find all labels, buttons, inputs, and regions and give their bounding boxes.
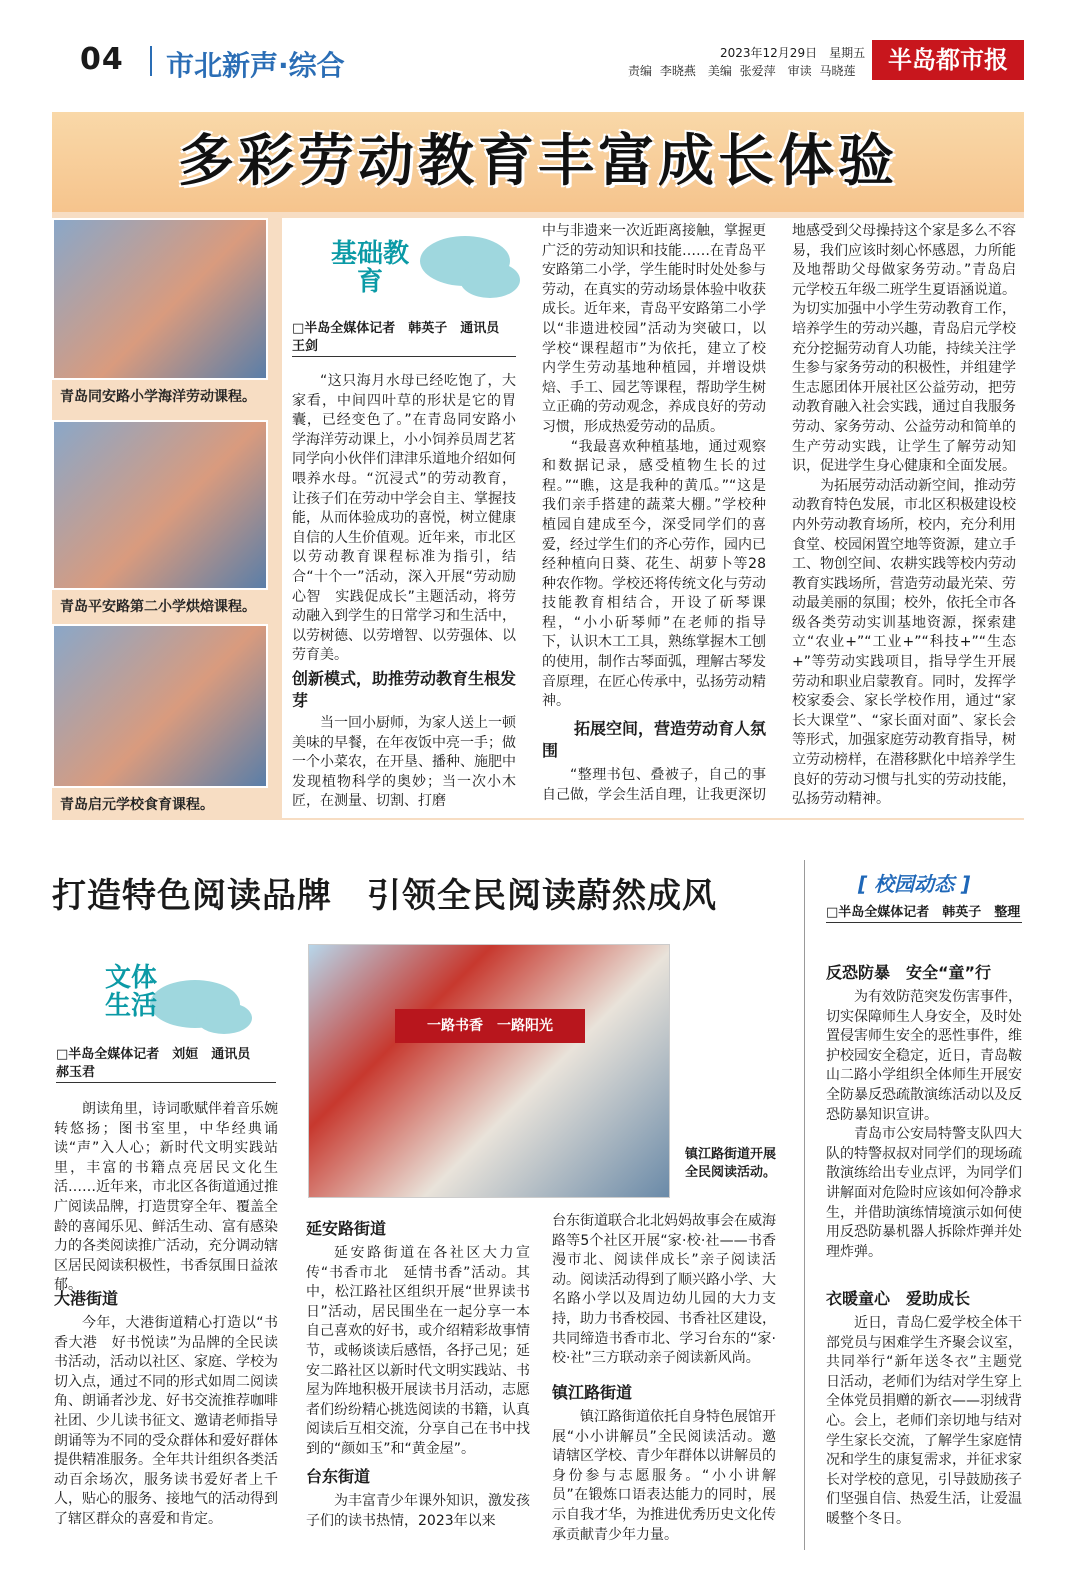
photo-food-education [52, 624, 268, 788]
subheading: 衣暖童心 爱助成长 [826, 1289, 971, 1308]
news-column-title: [ 校园动态 ] [858, 872, 971, 896]
byline: □半岛全媒体记者 韩英子 通讯员 王剑 [292, 320, 516, 357]
page-number: 04 [80, 42, 124, 77]
reading-event-photo [308, 944, 670, 1198]
article-paragraph: 朗读角里，诗词歌赋伴着音乐婉转悠扬；图书室里，中华经典诵读“声”入人心；新时代文明实践站里，丰富的书籍点亮居民文化生活……近年来，市北区各街道通过推广阅读品牌，打造贯穿全年、覆盖全龄的喜闻乐见、鲜活生动、富有感染力的各类阅读推广活动，充分调动辖区居民阅读积极性，书香氛围日益浓郁。 [54, 1101, 278, 1294]
article-paragraph: 镇江路街道依托自身特色展馆开展“小小讲解员”全民阅读活动。邀请辖区学校、青少年群体以讲解员的身份参与志愿服务。“小小讲解员”在锻炼口语表达能力的同时，展示自我才华，为推进优秀历史文化传承贡献青少年力量。 [552, 1409, 776, 1543]
subheading: 镇江路街道 [552, 1383, 633, 1402]
article-paragraph: 今年，大港街道精心打造以“书香大港 好书悦读”为品牌的全民读书活动，活动以社区、家庭、学校为切入点，通过不同的形式如周二阅读角、朗诵者沙龙、好书交流推荐咖啡社团、少儿读书征文、邀请老师指导朗诵等为不同的受众群体和爱好群体提供精准服务。全年共计组织各类活动百余场次，服务读书爱好者上千人，贴心的服务、接地气的活动得到了辖区群众的喜爱和肯定。 [54, 1315, 278, 1527]
subheading: 反恐防暴 安全“童”行 [826, 963, 992, 982]
feature-headline: 多彩劳动教育丰富成长体验 [52, 112, 1024, 212]
article-paragraph: 当一回小厨师，为家人送上一顿美味的早餐，在年夜饭中亮一手；做一个小菜农，在开垦、播种、施肥中发现植物科学的奥妙；当一次小木匠，在测量、切割、打磨 [292, 715, 516, 810]
article-paragraph: 为有效防范突发伤害事件，切实保障师生人身安全，及时处置侵害师生安全的恶性事件，维护校园安全稳定，近日，青岛鞍山二路小学组织全体师生开展安全防暴反恐疏散演练活动以及反恐防暴知识宣讲。 青岛市公安局特警支队四大队的特警叔叔对同学们的现场疏散演练给出专业点评，为同学们讲解面对危险时应该如何冷静求生，并借助演练情境演示如何使用反恐防暴机器人拆除炸弹并处理炸弹。 [826, 989, 1022, 1260]
reading-headline: 打造特色阅读品牌 引领全民阅读蔚然成风 [52, 876, 717, 916]
photo-caption: 青岛平安路第二小学烘焙课程。 [60, 599, 256, 615]
photo-caption: 镇江路街道开展全民阅读活动。 [684, 1147, 776, 1180]
article-paragraph: 地感受到父母操持这个家是多么不容易，我们应该时刻心怀感恩，力所能及地帮助父母做家务劳动。”青岛启元学校五年级二班学生夏语涵说道。为切实加强中小学生劳动教育工作，培养学生的劳动兴趣，青岛启元学校充分挖掘劳动育人功能，持续关注学生参与家务劳动的积极性，并组建学生志愿团体开展社区公益劳动，把劳动教育融入社会实践，通过自我服务劳动、家务劳动、公益劳动和简单的生产劳动实践，让学生了解劳动知识，促进学生身心健康和全面发展。 为拓展劳动活动新空间，推动劳动教育特色发展，市北区积极建设校内外劳动教育场所，校内，充分利用食堂、校园闲置空地等资源，建立手工、物创空间、农耕实践等校内劳动教育实践场所，营造劳动最光荣、劳动最美丽的氛围；校外，依托全市各级各类劳动实训基地资源，探索建立“农业+”“工业+”“科技+”“生态+”等劳动实践项目，指导学生开展劳动和职业启蒙教育。同时，发挥学校家委会、家长学校作用，通过“家长大课堂”、“家长面对面”、家长会等形式，加强家庭劳动教育指导，树立劳动榜样，在潜移默化中培养学生良好的劳动习惯与扎实的劳动技能，弘扬劳动精神。 [792, 223, 1016, 808]
subheading: 台东街道 [306, 1467, 371, 1486]
photo-caption: 青岛启元学校食育课程。 [60, 797, 214, 813]
section-tag: 基础教育 [330, 239, 409, 297]
subheading: 延安路街道 [306, 1219, 387, 1238]
photo-ocean-labor [52, 218, 268, 380]
subheading: 拓展空间，营造劳动育人氛围 [542, 719, 767, 760]
editorial-staff: 责编 李晓燕 美编 张爱萍 审读 马晓莲 [628, 64, 856, 78]
article-paragraph: 延安路街道在各社区大力宣传“书香市北 延情书香”活动。其中，松江路社区组织开展“世界读书日”活动，居民围坐在一起分享一本自己喜欢的好书，或介绍精彩故事情节，或畅谈读后感悟，各抒己见；延安二路社区以新时代文明实践站、书屋为阵地积极开展读书月活动，志愿者们纷纷精心挑选阅读的书籍，认真阅读后互相交流，分享自己在书中找到的“颜如玉”和“黄金屋”。 [306, 1245, 530, 1457]
subheading: 创新模式，助推劳动教育生根发芽 [292, 669, 517, 710]
article-paragraph: 为丰富青少年课外知识，激发孩子们的读书热情，2023年以来 [306, 1493, 530, 1529]
byline: □半岛全媒体记者 刘姮 通讯员 郝玉君 [56, 1046, 276, 1083]
article-paragraph: “这只海月水母已经吃饱了，大家看，中间四叶草的形状是它的胃囊，已经变色了。”在青岛同安路小学海洋劳动课上，小小饲养员周艺茗同学向小伙伴们津津乐道地介绍如何喂养水母。“沉浸式”的劳动教育，让孩子们在劳动中学会自主、掌握技能，从而体验成功的喜悦，树立健康自信的人生价值观。近年来，市北区以劳动教育课程标准为指引，结合“十个一”活动，深入开展“劳动励心智 实践促成长”主题活动，将劳动融入到学生的日常学习和生活中，以劳树德、以劳增智、以劳强体、以劳育美。 [292, 373, 516, 664]
photo-banner: 一路书香 一路阳光 [395, 1009, 585, 1043]
newspaper-logo: 半岛都市报 [872, 40, 1024, 80]
article-paragraph: 台东街道联合北北妈妈故事会在威海路等5个社区开展“家·校·社——书香漫市北、阅读伴成长”亲子阅读活动。阅读活动得到了顺兴路小学、大名路小学以及周边幼儿园的大力支持，助力书香校园、书香社区建设，共同缔造书香市北、学习台东的“家·校·社”三方联动亲子阅读新风尚。 [552, 1213, 776, 1367]
issue-date: 2023年12月29日 星期五 [720, 46, 866, 60]
column-divider [804, 860, 805, 1550]
cloud-decoration [196, 1002, 252, 1034]
article-paragraph: 中与非遗来一次近距离接触，掌握更广泛的劳动知识和技能……在青岛平安路第二小学，学生能时时处处参与劳动，在真实的劳动场景体验中收获成长。近年来，青岛平安路第二小学以“非遗进校园”活动为突破口，以学校“课程超市”为依托，建立了校内学生劳动基地种植园，并增设烘焙、手工、园艺等课程，帮助学生树立正确的劳动观念，养成良好的劳动习惯，形成热爱劳动的品质。 “我最喜欢种植基地，通过观察和数据记录，感受植物生长的过程。”“瞧，这是我种的黄瓜。”“这是我们亲手搭建的蔬菜大棚。”学校种植园自建成至今，深受同学们的喜爱，经过学生们的齐心劳作，园内已经种植向日葵、花生、胡萝卜等28种农作物。学校还将传统文化与劳动技能教育相结合，开设了斫琴课程，“小小斫琴师”在老师的指导下，认识木工工具，熟练掌握木工刨的使用，制作古琴面弧，理解古琴发音原理，在匠心传承中，弘扬劳动精神。 [542, 223, 766, 710]
section-title: 市北新声·综合 [166, 49, 345, 82]
article-paragraph: 近日，青岛仁爱学校全体干部党员与困难学生齐聚会议室，共同举行“新年送冬衣”主题党日活动，老师们为结对学生穿上全体党员捐赠的新衣——羽绒背心。会上，老师们亲切地与结对学生家长交流，了解学生家庭情况和学生的康复需求，并征求家长对学校的意见，引导鼓励孩子们坚强自信、热爱生活，让爱温暖整个冬日。 [826, 1315, 1022, 1527]
article-paragraph: “整理书包、叠被子，自己的事自己做，学会生活自理，让我更深切 [542, 767, 766, 803]
subheading: 大港街道 [54, 1289, 119, 1308]
cloud-decoration [460, 262, 520, 298]
header-divider [150, 46, 152, 76]
byline: □半岛全媒体记者 韩英子 整理 [826, 904, 1022, 923]
section-tag: 文体生活 [104, 963, 157, 1021]
photo-baking-class [52, 420, 268, 590]
photo-caption: 青岛同安路小学海洋劳动课程。 [60, 389, 256, 405]
